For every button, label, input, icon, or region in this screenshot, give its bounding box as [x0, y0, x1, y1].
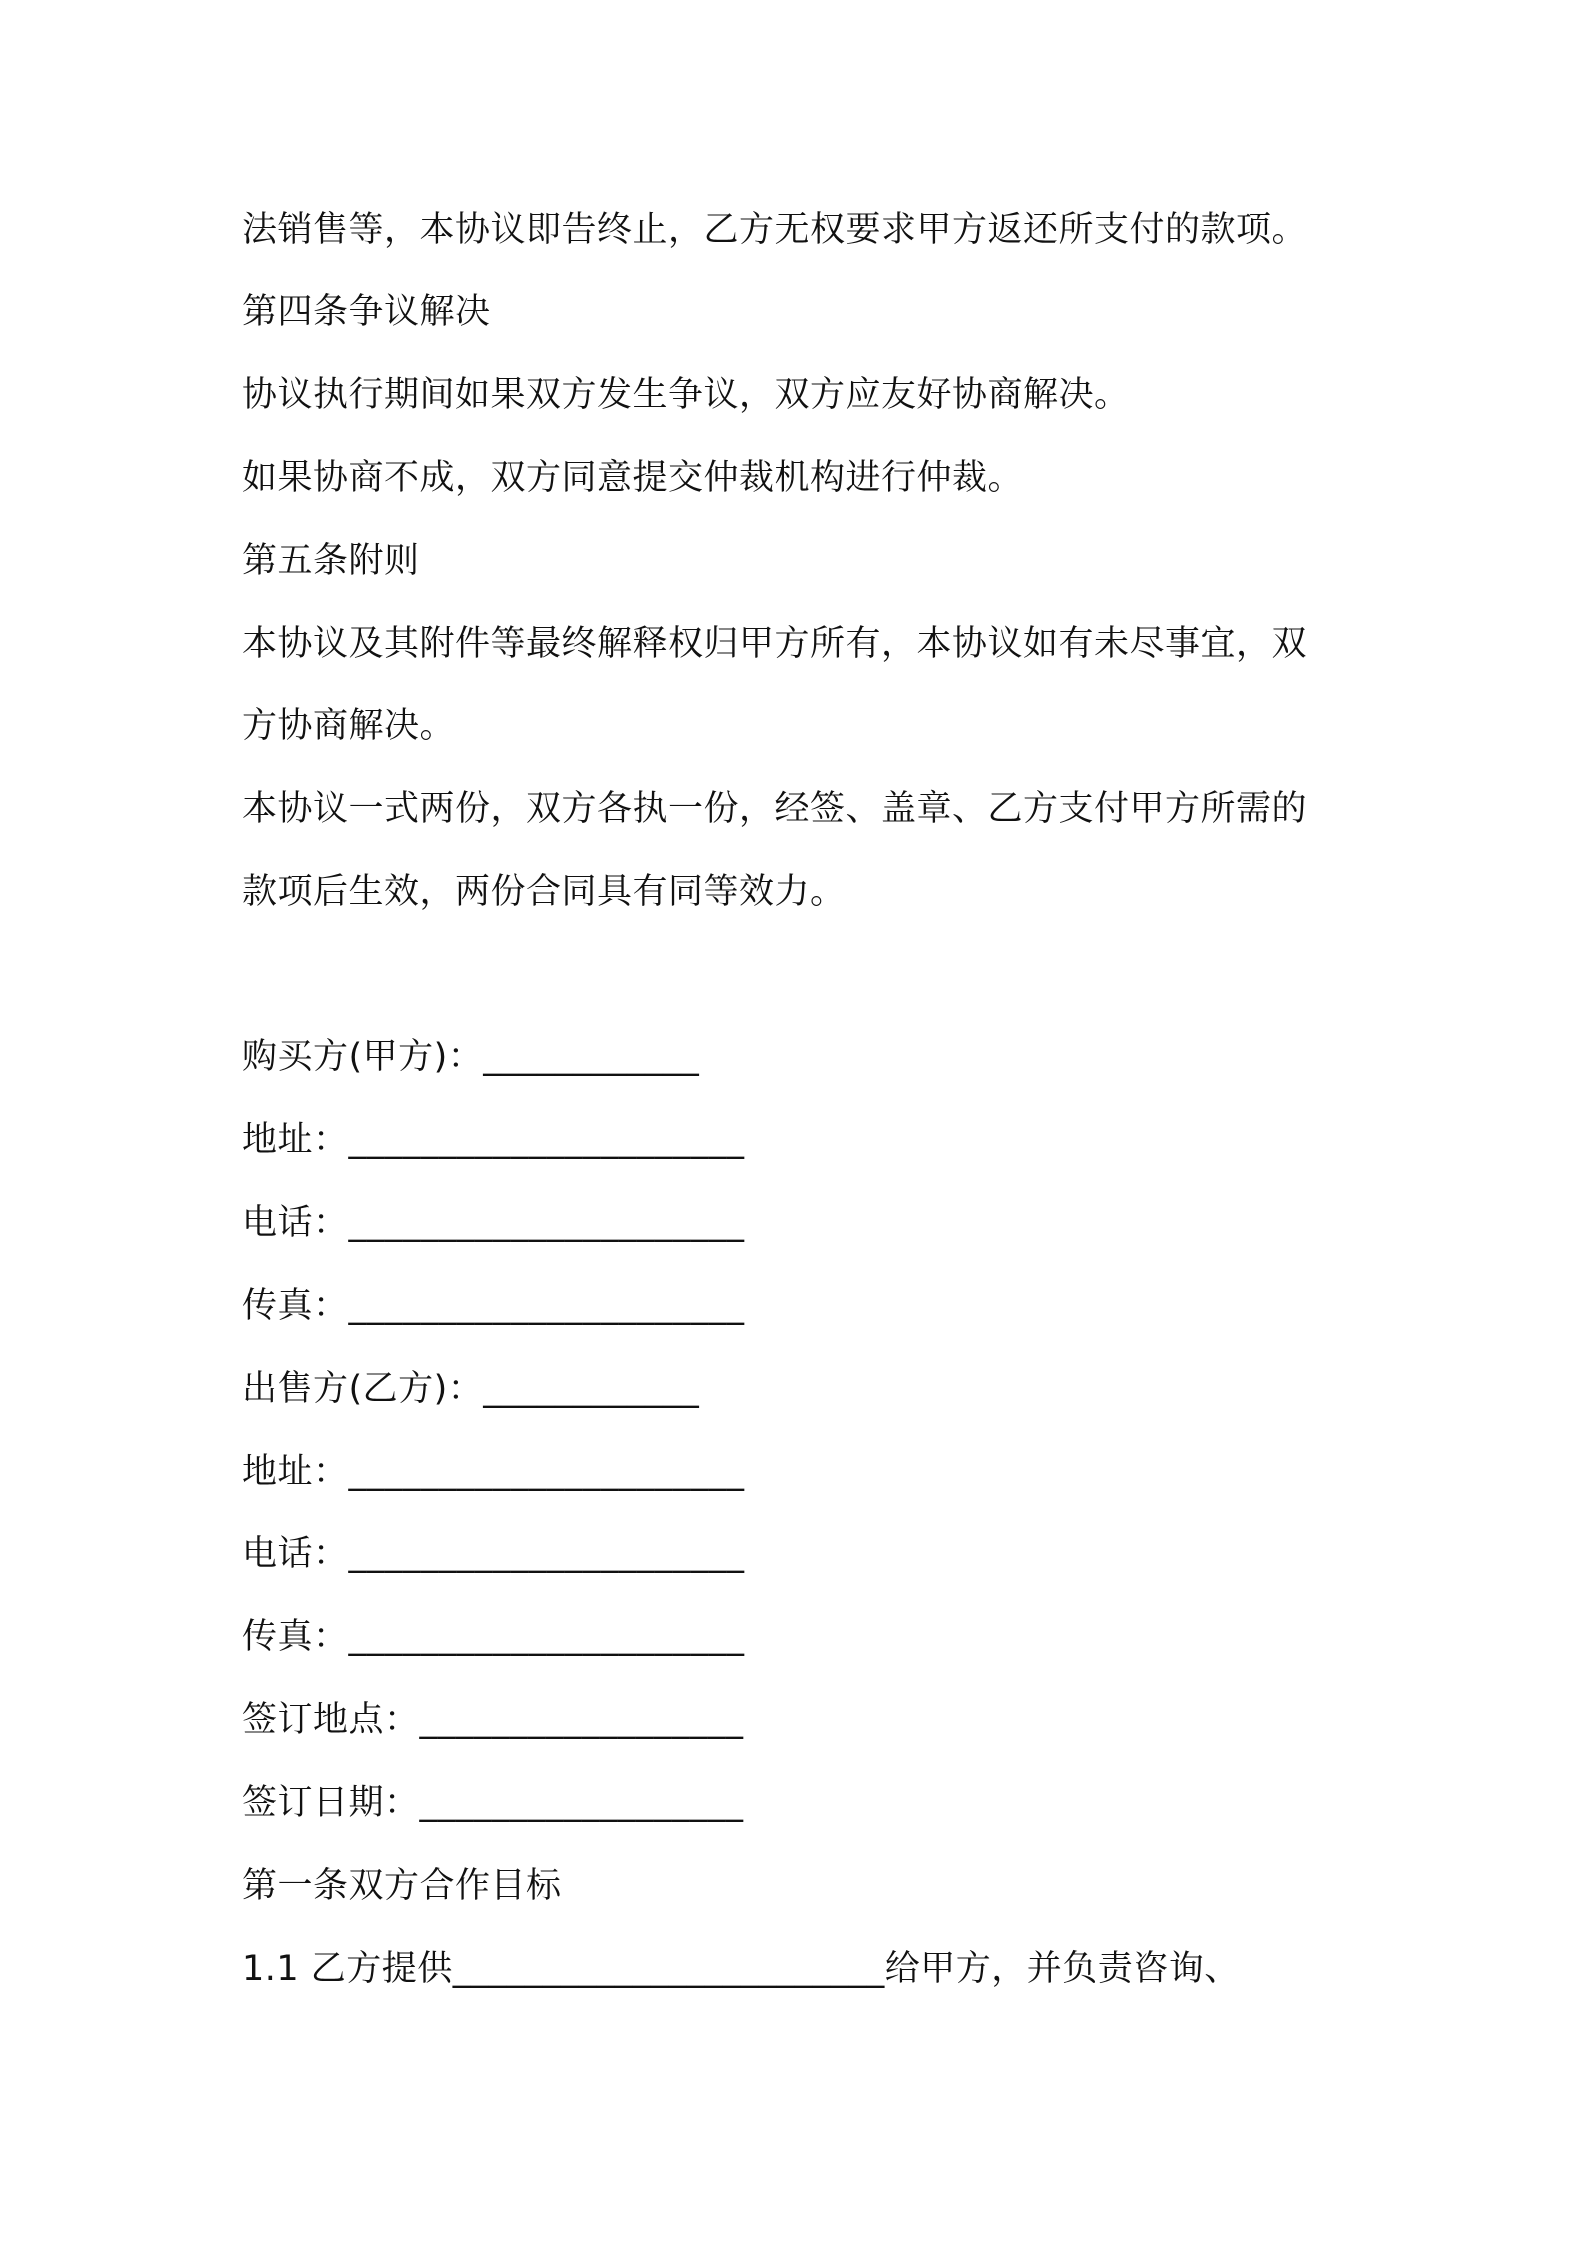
paragraph-line: 本协议及其附件等最终解释权归甲方所有，本协议如有未尽事宜，双	[242, 624, 1308, 664]
paragraph-line: 本协议一式两份，双方各执一份，经签、盖章、乙方支付甲方所需的	[242, 789, 1308, 829]
signing-date-field: 签订日期：__________________	[242, 1783, 744, 1823]
seller-field: 出售方(乙方)：____________	[242, 1369, 700, 1409]
section-heading-appendix: 第五条附则	[242, 541, 420, 581]
buyer-field: 购买方(甲方)：____________	[242, 1037, 700, 1077]
signing-place-field: 签订地点：__________________	[242, 1700, 744, 1740]
seller-address-field: 地址：______________________	[242, 1452, 745, 1492]
paragraph-line: 如果协商不成，双方同意提交仲裁机构进行仲裁。	[242, 458, 1024, 498]
buyer-fax-field: 传真：______________________	[242, 1286, 745, 1326]
paragraph-line: 1.1 乙方提供________________________给甲方，并负责咨询、	[242, 1949, 1240, 1989]
seller-fax-field: 传真：______________________	[242, 1617, 745, 1657]
paragraph-line: 法销售等，本协议即告终止，乙方无权要求甲方返还所支付的款项。	[242, 210, 1308, 250]
paragraph-line: 协议执行期间如果双方发生争议，双方应友好协商解决。	[242, 375, 1130, 415]
section-heading-dispute: 第四条争议解决	[242, 292, 491, 332]
paragraph-line: 款项后生效，两份合同具有同等效力。	[242, 872, 846, 912]
section-heading-cooperation: 第一条双方合作目标	[242, 1866, 562, 1906]
paragraph-line: 方协商解决。	[242, 706, 456, 746]
seller-phone-field: 电话：______________________	[242, 1534, 745, 1574]
buyer-address-field: 地址：______________________	[242, 1120, 745, 1160]
buyer-phone-field: 电话：______________________	[242, 1203, 745, 1243]
